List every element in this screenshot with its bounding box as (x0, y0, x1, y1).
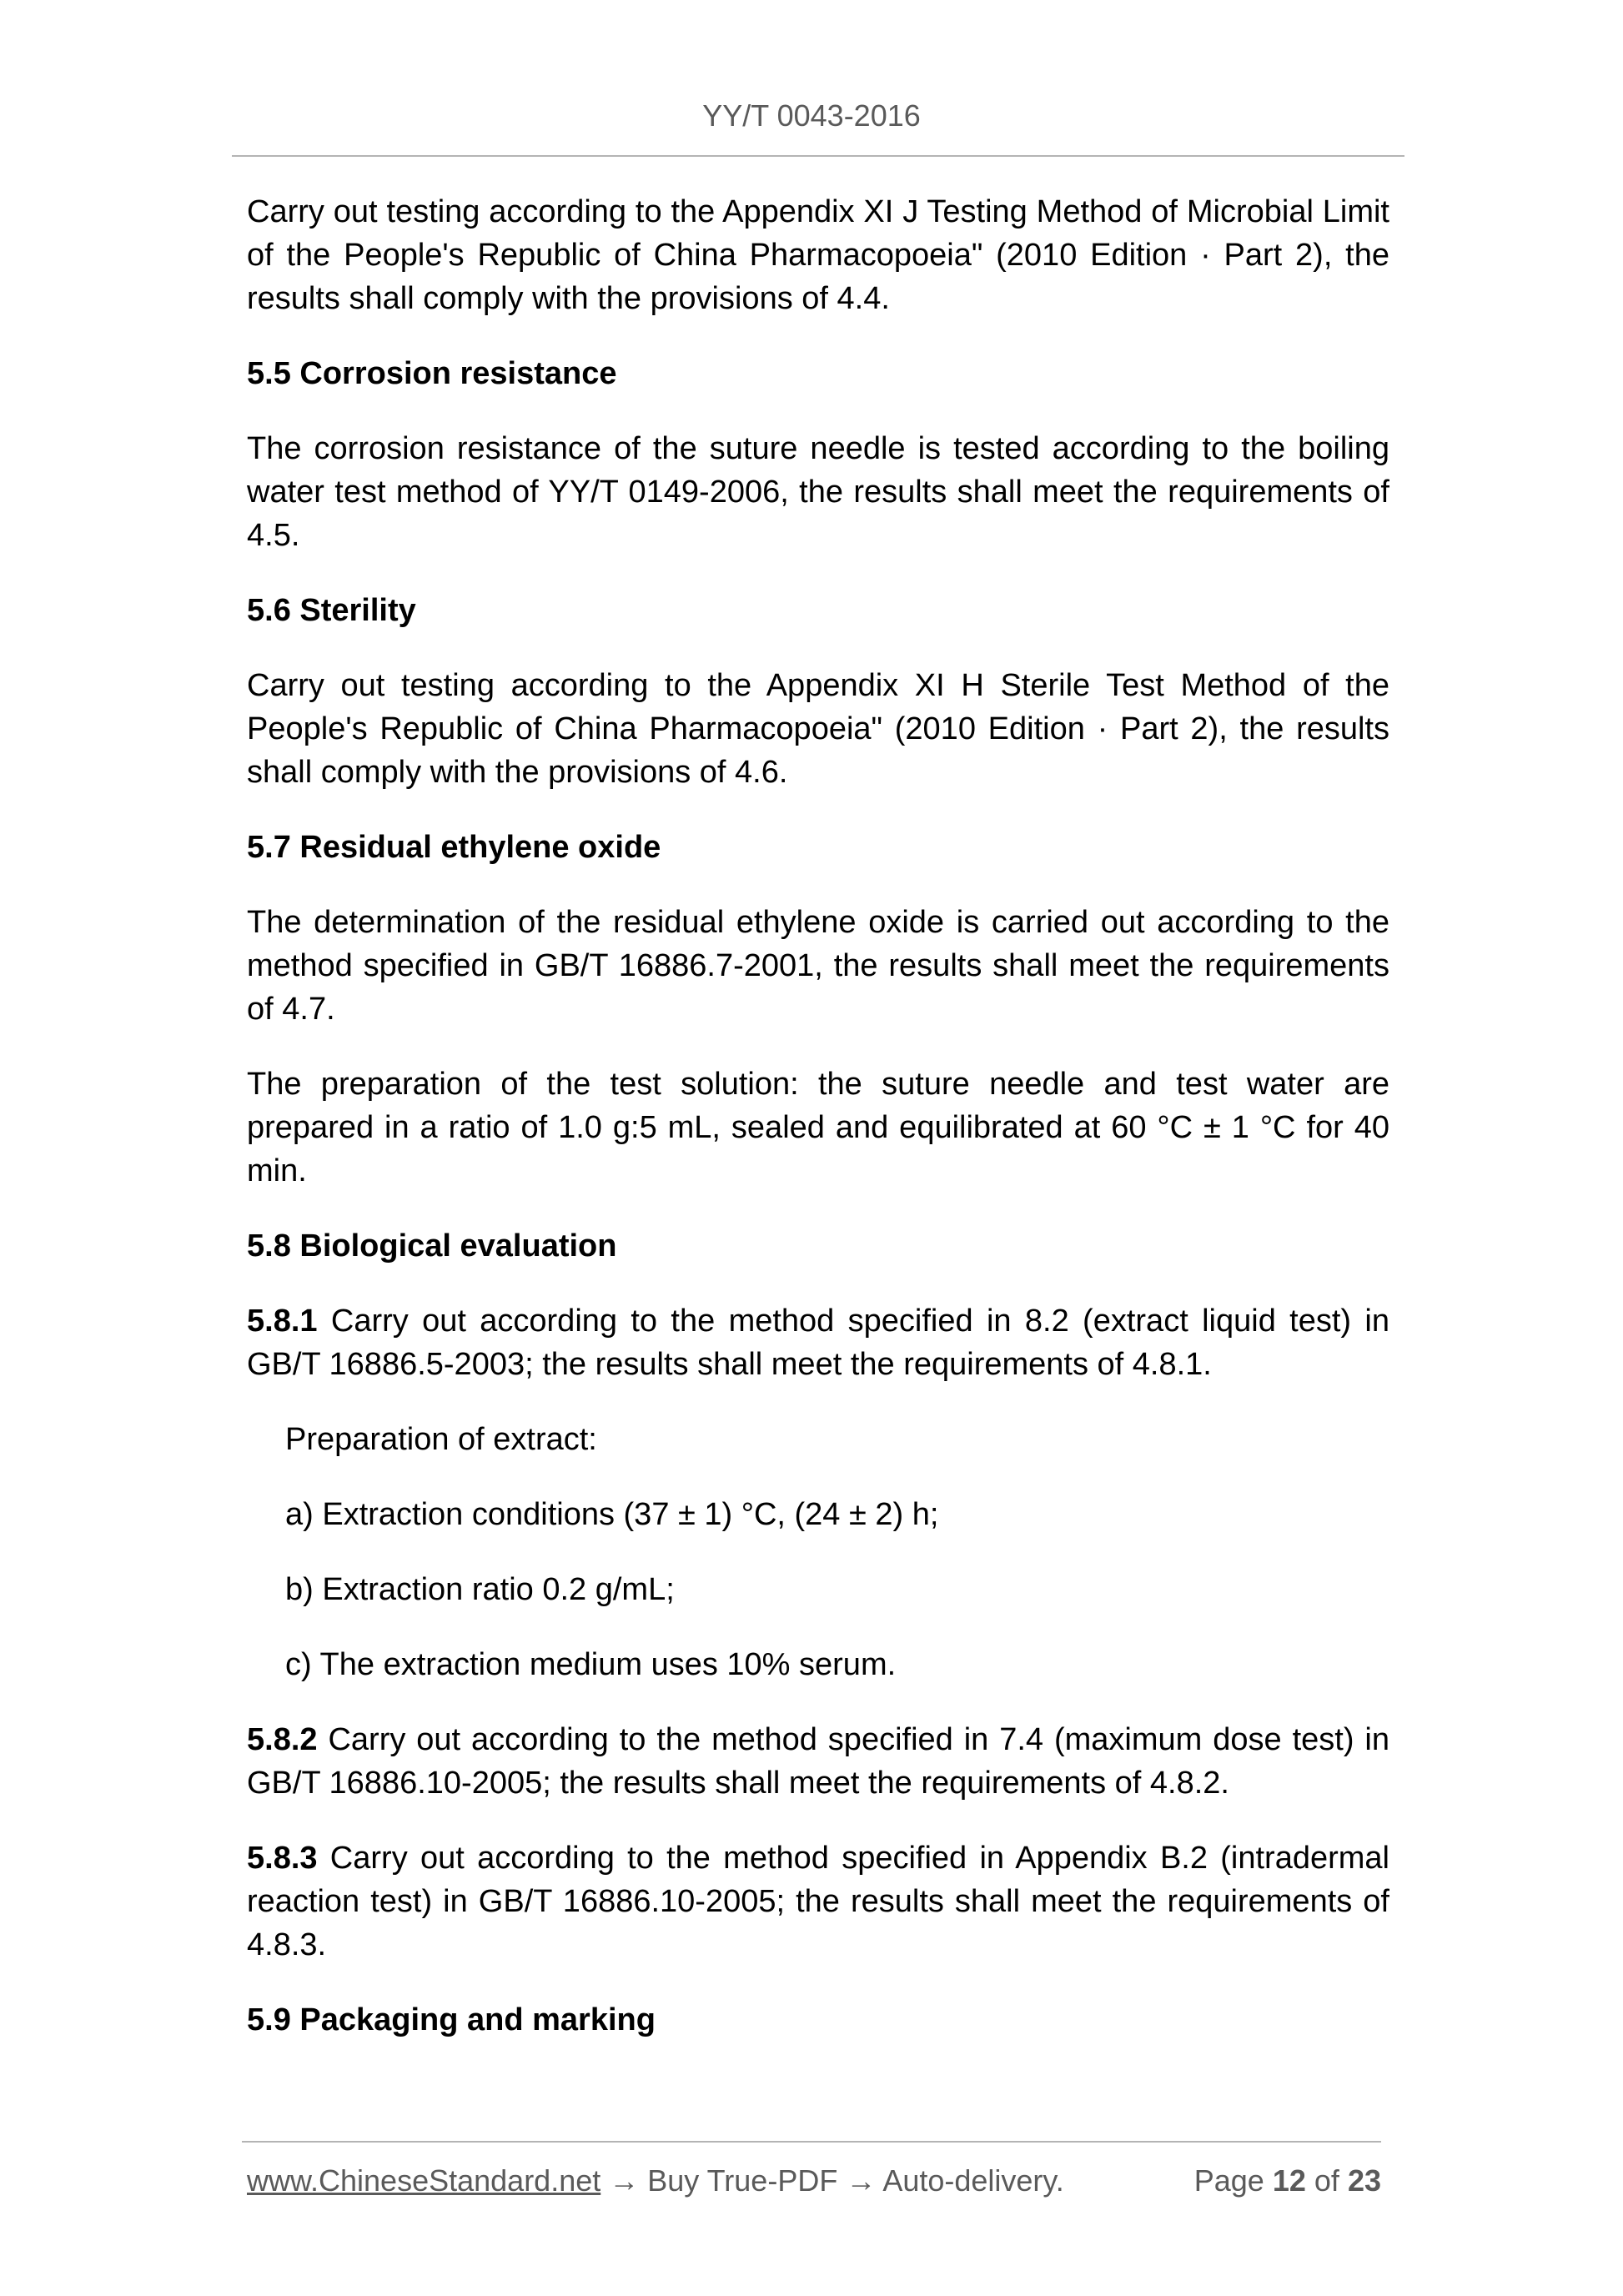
page-current-number: 12 (1272, 2163, 1306, 2198)
document-body (247, 190, 1389, 2073)
page-indicator (1194, 2163, 1381, 2198)
clause-number: 5.8.2 (247, 1722, 318, 1757)
paragraph-ethylene-oxide-method: The determination of the residual ethylene oxide is carried out according to the method specified in GB/T 16886.7-2001, the results shall meet the requirements of 4.7. (247, 905, 1389, 1027)
list-item-extraction-ratio: b) Extraction ratio 0.2 g/mL; (285, 1572, 675, 1607)
of-word: of (1314, 2163, 1339, 2198)
extract-preparation-label: Preparation of extract: (285, 1422, 597, 1457)
paragraph-5-8-2 (247, 1718, 1389, 1805)
footer-divider (242, 2141, 1381, 2143)
paragraph-corrosion-test: The corrosion resistance of the suture needle is tested according to the boiling water test method of YY/T 0149-2006, the results shall meet the requirements of 4.5. (247, 431, 1389, 553)
clause-number: 5.8.3 (247, 1841, 318, 1876)
clause-text: Carry out according to the method specified in 7.4 (maximum dose test) in GB/T 16886.10-2005; the results shall meet the requirements of 4.8.2. (247, 1722, 1389, 1801)
heading-residual-ethylene-oxide: 5.7 Residual ethylene oxide (247, 830, 661, 865)
paragraph-microbial-limit-test: Carry out testing according to the Appendix XI J Testing Method of Microbial Limit of the People's Republic of China Pharmacopoeia" (2010 Edition · Part 2), the results shall comply with the provisions of 4.4. (247, 194, 1389, 316)
paragraph-sterility-test: Carry out testing according to the Appendix XI H Sterile Test Method of the People's Republic of China Pharmacopoeia" (2010 Edition · Part 2), the results shall comply with the provisions of 4.6. (247, 668, 1389, 790)
footer-tagline: → Buy True-PDF → Auto-delivery. (600, 2163, 1064, 2198)
heading-corrosion-resistance: 5.5 Corrosion resistance (247, 356, 617, 391)
list-item-extraction-conditions: a) Extraction conditions (37 ± 1) °C, (24 ± 2) h; (285, 1497, 939, 1532)
heading-biological-evaluation: 5.8 Biological evaluation (247, 1228, 617, 1264)
paragraph-5-8-1 (247, 1299, 1389, 1386)
footer-promo (247, 2163, 1064, 2198)
list-item-extraction-medium: c) The extraction medium uses 10% serum. (285, 1647, 897, 1682)
heading-sterility: 5.6 Sterility (247, 593, 416, 628)
paragraph-test-solution-preparation: The preparation of the test solution: the suture needle and test water are prepared in a ratio of 1.0 g:5 mL, sealed and equilibrated at 60 °C ± 1 °C for 40 min. (247, 1067, 1389, 1188)
paragraph-5-8-3 (247, 1836, 1389, 1967)
page-total-number: 23 (1347, 2163, 1381, 2198)
document-code-header: YY/T 0043-2016 (702, 98, 921, 133)
header-divider (232, 155, 1404, 157)
website-link[interactable]: www.ChineseStandard.net (247, 2163, 601, 2198)
heading-packaging-and-marking: 5.9 Packaging and marking (247, 2002, 656, 2037)
clause-number: 5.8.1 (247, 1304, 318, 1339)
page-word: Page (1193, 2163, 1264, 2198)
clause-text: Carry out according to the method specified in Appendix B.2 (intradermal reaction test) in GB/T 16886.10-2005; the results shall meet the requirements of 4.8.3. (247, 1841, 1389, 1962)
clause-text: Carry out according to the method specified in 8.2 (extract liquid test) in GB/T 16886.5-2003; the results shall meet the requirements of 4.8.1. (247, 1304, 1389, 1382)
